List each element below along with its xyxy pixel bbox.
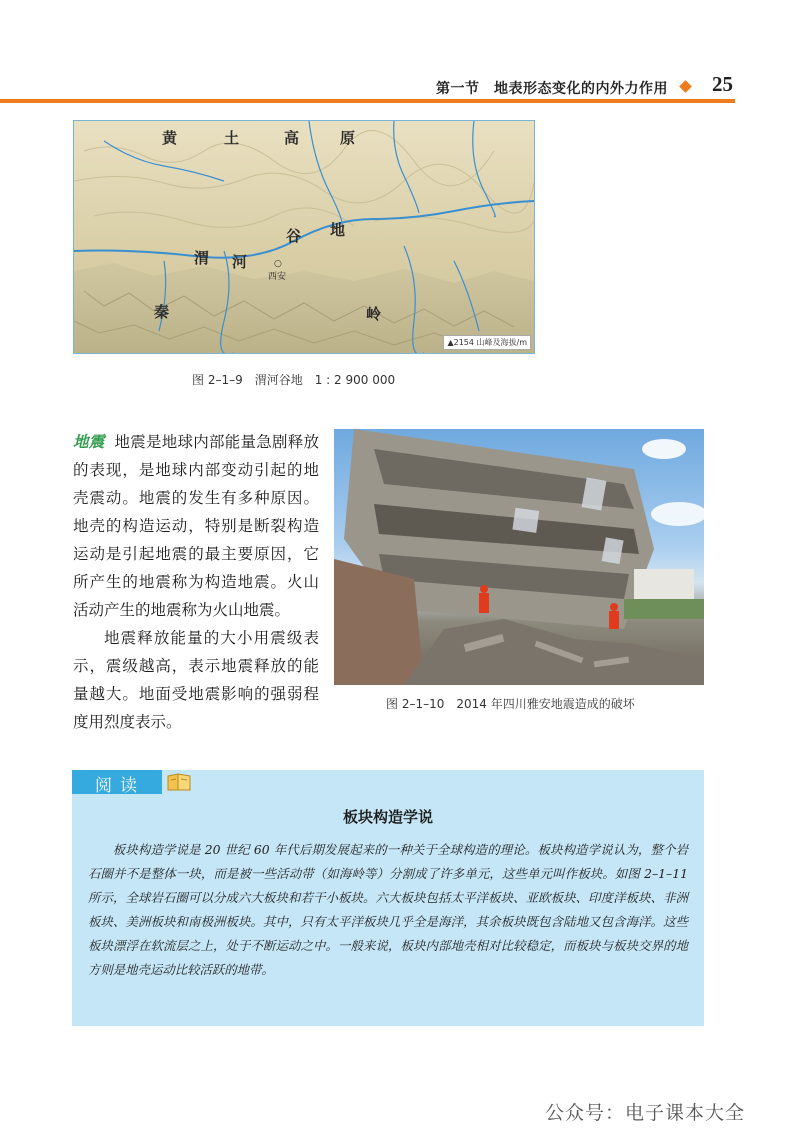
yaan-earthquake-photo — [334, 429, 704, 685]
reading-title: 板块构造学说 — [342, 808, 433, 826]
map-label-gao: 高 — [284, 129, 300, 147]
earthquake-paragraph-1 — [73, 428, 319, 624]
term-earthquake: 地震 — [73, 432, 105, 451]
earthquake-text — [73, 428, 319, 752]
reading-tab-label: 阅读 — [95, 776, 145, 796]
map-label-he: 河 — [232, 253, 248, 271]
earthquake-paragraph-2: 地震释放能量的大小用震级表示，震级越高，表示地震释放的能量越大。地面受地震影响的强弱程度用烈度表示。 — [73, 629, 319, 731]
running-header: 第一节 地表形态变化的内外力作用 — [436, 81, 668, 97]
footer-watermark: 公众号：电子课本大全 — [545, 1102, 746, 1124]
header-diamond-icon — [679, 80, 692, 93]
book-icon — [166, 772, 192, 792]
terrain-relief — [74, 121, 534, 353]
map-label-gu: 谷 — [286, 227, 302, 245]
map-label-tu: 土 — [224, 129, 240, 147]
map-label-qin: 秦 — [154, 303, 170, 321]
map-label-ling: 岭 — [366, 305, 382, 323]
xian-city-dot-icon: ○ — [274, 259, 282, 269]
page-number: 25 — [712, 72, 733, 96]
photo-caption: 图 2–1–10 2014 年四川雅安地震造成的破坏 — [386, 697, 635, 711]
map-label-huang: 黄 — [162, 129, 178, 147]
map-caption: 图 2–1–9 渭河谷地 1 : 2 900 000 — [192, 373, 396, 387]
map-label-xian: 西安 — [268, 272, 287, 282]
map-label-di: 地 — [330, 221, 346, 239]
weihe-valley-map — [73, 120, 535, 354]
collapsed-building-illustration — [334, 429, 704, 685]
map-legend: ▲2154 山峰及海拔/m — [443, 335, 531, 350]
map-label-wei: 渭 — [194, 249, 210, 267]
reading-body: 板块构造学说是 20 世纪 60 年代后期发展起来的一种关于全球构造的理论。板块构造学说认为，整个岩石圈并不是整体一块，而是被一些活动带（如海岭等）分割成了许多单元，这些单元叫作板块。如图 2–1–11 所示，全球岩石圈可以分成六大板块和若干小板块。六大板块包括太平洋板块、亚欧板块、印度洋板块、非洲板块、美洲板块和南极洲板块。其中，只有太平洋板块几乎全是海洋，其余板块既包含陆地又包含海洋。这些板块漂浮在软流层之上，处于不断运动之中。一般来说，板块内部地壳相对比较稳定，而板块与板块交界的地方则是地壳运动比较活跃的地带。 — [88, 842, 688, 977]
map-label-yuan: 原 — [340, 129, 356, 147]
header-rule — [0, 99, 735, 103]
earthquake-paragraph-1-text: 地震是地球内部能量急剧释放的表现，是地球内部变动引起的地壳震动。地震的发生有多种原因。地壳的构造运动，特别是断裂构造运动是引起地震的最主要原因，它所产生的地震称为构造地震。火山活动产生的地震称为火山地震。 — [73, 433, 319, 619]
